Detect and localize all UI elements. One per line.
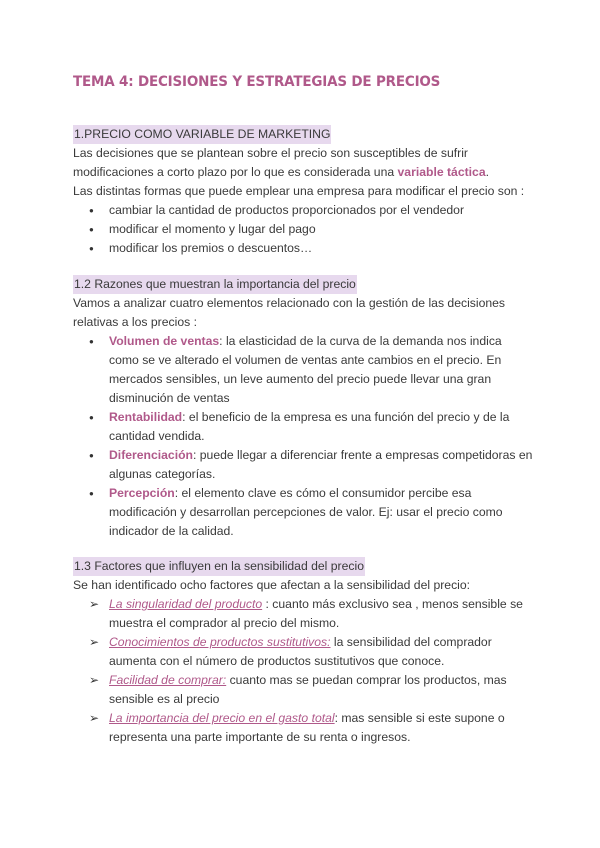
term-percepcion: Percepción xyxy=(109,486,175,500)
arrow-bullet-icon: ➢ xyxy=(89,711,100,725)
list-item xyxy=(73,595,533,633)
list-item: ● modificar los premios o descuentos… xyxy=(73,239,533,258)
section-3-intro: Se han identificado ocho factores que afectan a la sensibilidad del precio: xyxy=(73,578,471,592)
paragraph-text: Las decisiones que se plantean sobre el precio son susceptibles de sufrir modificaciones a corto plazo por lo que es considerada una xyxy=(73,146,468,179)
section-2-intro: Vamos a analizar cuatro elementos relacionado con la gestión de las decisiones relativas a los precios : xyxy=(73,296,506,329)
arrow-bullet-icon: ➢ xyxy=(89,635,100,649)
list-item xyxy=(73,446,533,484)
term-importancia: La importancia del precio en el gasto total xyxy=(109,711,335,725)
paragraph-text-end: . xyxy=(485,165,489,179)
document-body xyxy=(73,125,533,747)
section-heading-3: 1.3 Factores que influyen en la sensibilidad del precio xyxy=(73,557,365,576)
keyword-variable-tactica: variable táctica xyxy=(397,165,486,179)
list-item: ● cambiar la cantidad de productos proporcionados por el vendedor xyxy=(73,201,533,220)
item-text: : puede llegar a diferenciar frente a empresas competidoras en algunas categorías. xyxy=(109,448,533,481)
list-item: ● modificar el momento y lugar del pago xyxy=(73,220,533,239)
item-text: cuanto mas se puedan comprar los productos, mas sensible es al precio xyxy=(109,673,507,706)
term-rentabilidad: Rentabilidad xyxy=(109,410,183,424)
list-item xyxy=(73,671,533,709)
section-2-bullet-list xyxy=(73,332,533,541)
list-item xyxy=(73,633,533,671)
term-diferenciacion: Diferenciación xyxy=(109,448,193,462)
term-conocimientos: Conocimientos de productos sustitutivos: xyxy=(109,635,331,649)
list-item xyxy=(73,484,533,541)
term-volumen-de-ventas: Volumen de ventas xyxy=(109,334,220,348)
section-heading-2: 1.2 Razones que muestran la importancia del precio xyxy=(73,275,357,294)
item-text: : mas sensible si este supone o representa una parte importante de su renta o ingresos. xyxy=(109,711,505,744)
item-text: : el elemento clave es cómo el consumidor percibe esa modificación y desarrollan percepciones de valor. Ej: usar el precio como indicador de la calidad. xyxy=(109,486,503,538)
item-text: : el beneficio de la empresa es una función del precio y de la cantidad vendida. xyxy=(109,410,510,443)
arrow-bullet-icon: ➢ xyxy=(89,673,100,687)
section-1-paragraph-2: Las distintas formas que puede emplear una empresa para modificar el precio son : xyxy=(73,184,525,198)
list-item xyxy=(73,408,533,446)
section-1 xyxy=(73,125,533,258)
term-facilidad: Facilidad de comprar: xyxy=(109,673,227,687)
list-item xyxy=(73,709,533,747)
section-3 xyxy=(73,557,533,747)
item-text: : la elasticidad de la curva de la demanda nos indica como se ve alterado el volumen de ventas ante cambios en el precio. En mercados sensibles, un leve aumento del precio puede llevar una gran disminución de ventas xyxy=(109,334,502,405)
page-title: TEMA 4: DECISIONES Y ESTRATEGIAS DE PRECIOS xyxy=(73,74,441,90)
section-2 xyxy=(73,275,533,541)
list-item xyxy=(73,332,533,408)
section-1-paragraph-1 xyxy=(73,144,533,182)
section-heading-1: 1.PRECIO COMO VARIABLE DE MARKETING xyxy=(73,125,331,144)
section-1-bullet-list xyxy=(73,201,533,258)
arrow-bullet-icon: ➢ xyxy=(89,597,100,611)
term-singularidad: La singularidad del producto xyxy=(109,597,263,611)
item-text: : cuanto más exclusivo sea , menos sensible se muestra el comprador al precio del mismo. xyxy=(109,597,523,630)
item-text: la sensibilidad del comprador aumenta con el número de productos sustitutivos que conoce. xyxy=(109,635,492,668)
section-3-arrow-list xyxy=(73,595,533,747)
